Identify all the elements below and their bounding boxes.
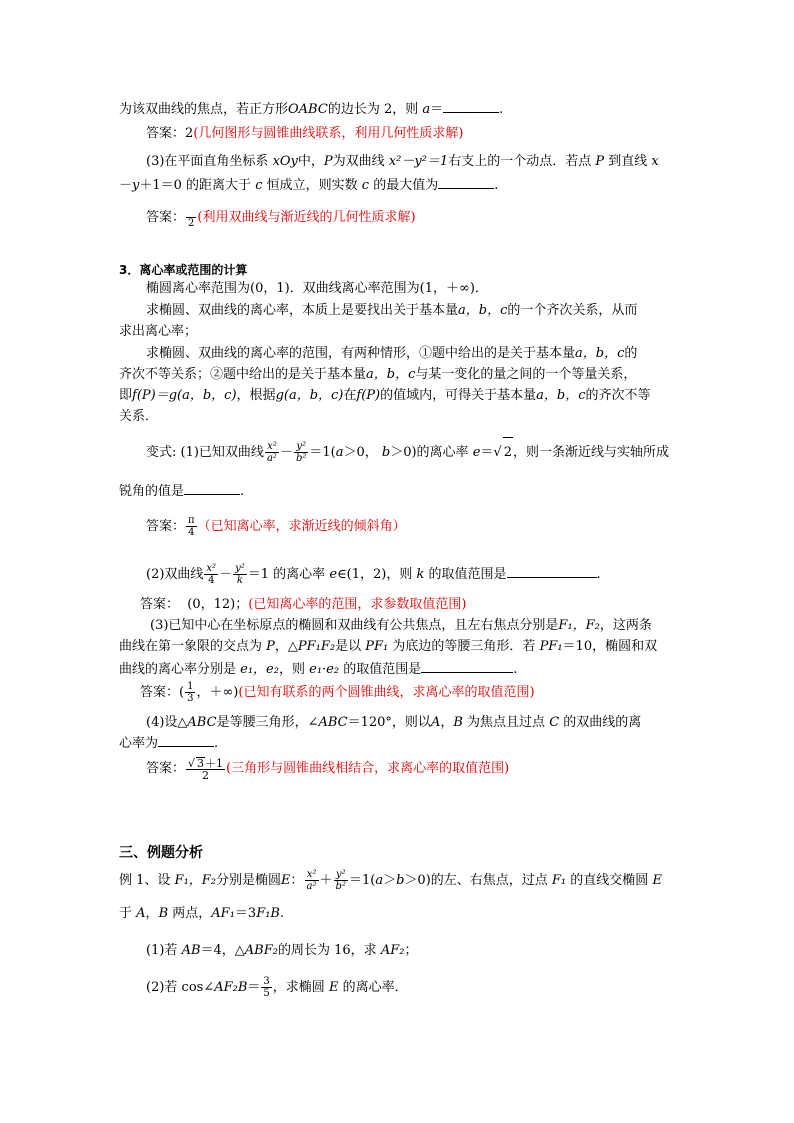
answer-blank — [421, 660, 513, 673]
math-var: a — [335, 445, 344, 460]
math-vars: F₁，F₂ — [174, 873, 217, 888]
text: ，△ — [274, 639, 298, 654]
text: 为底边的等腰三角形．若 — [392, 639, 536, 654]
text: ＞0， — [343, 445, 378, 460]
answer-note: (三角形与圆锥曲线相结合，求离心率的取值范围) — [226, 761, 510, 776]
math-var: a — [422, 102, 431, 117]
math-var: B — [453, 715, 463, 730]
text: ， — [440, 715, 454, 730]
fraction-numerator: y² — [334, 869, 348, 881]
text: 的取值范围是 — [428, 567, 507, 582]
fraction-numerator: 3 — [263, 976, 270, 987]
text: ＝10，椭圆和双 — [562, 639, 658, 654]
math-var: P — [595, 154, 605, 169]
sqrt-radicand: 3 — [197, 756, 205, 770]
math-expr: AF₁ — [211, 906, 235, 921]
text: ＞0)的离心率 — [390, 445, 469, 460]
math-vars: F₁，F₂ — [558, 618, 600, 633]
text: 的双曲线的离 — [563, 715, 642, 730]
text: . — [513, 662, 518, 677]
answer-blank — [443, 100, 499, 113]
example-1-question-2 — [146, 973, 408, 1003]
math-var: ABC — [187, 715, 217, 730]
section-3-p1: 椭圆离心率范围为(0，1)．双曲线离心率范围为(1，＋∞)． — [146, 281, 488, 296]
example-1-line-2 — [119, 906, 284, 922]
fraction-y2-b2 — [334, 869, 348, 892]
answer-fraction — [186, 515, 197, 538]
answer-fraction — [186, 757, 225, 781]
answer-label: 答案： — [146, 126, 186, 141]
math-var: xOy — [272, 154, 298, 169]
section-examples-title: 三、例题分析 — [119, 845, 203, 861]
math-var: AB — [181, 943, 201, 958]
answer-note: （已知离心率，求渐近线的倾斜角） — [197, 519, 406, 534]
text: ，＋∞) — [196, 685, 239, 700]
text: (3)在平面直角坐标系 — [146, 154, 269, 169]
math-vars: e₁，e₂ — [240, 662, 279, 677]
text: ，根据 — [236, 388, 276, 403]
fraction-numerator: 1 — [187, 681, 194, 692]
text: 的齐次不等 — [585, 388, 651, 403]
fraction-numerator: y² — [235, 563, 245, 574]
text: 两点， — [172, 906, 212, 921]
fraction-numerator: x² — [305, 869, 319, 881]
text: 的 — [624, 346, 638, 361]
text: ＋1＝0 的距离大于 — [139, 178, 252, 193]
text: 心率为 — [119, 736, 159, 751]
text: 到直线 — [608, 154, 648, 169]
text: 的离心率． — [342, 980, 408, 995]
math-var: F₁ — [551, 873, 567, 888]
text: (2)双曲线 — [146, 567, 204, 582]
math-expr: g(a，b，c) — [275, 388, 344, 403]
fraction-numerator: x² — [206, 563, 217, 574]
math-var: E — [281, 873, 291, 888]
text: 的值域内，可得关于基本量 — [380, 388, 537, 403]
text: 即 — [119, 388, 133, 403]
text: ＋ — [319, 873, 333, 888]
sqrt-sign: √ — [493, 445, 502, 460]
math-var: OABC — [288, 102, 328, 117]
math-expr: PF₁F₂ — [297, 639, 336, 654]
math-expr: f(P)＝g(a，b，c) — [132, 388, 237, 403]
text: ，则一条渐近线与实轴所成 — [513, 445, 670, 460]
fraction-denominator: a² — [306, 881, 317, 892]
text: ＝ — [480, 445, 494, 460]
math-expr: e₁·e₂ — [309, 662, 340, 677]
math-var: P — [266, 639, 275, 654]
fraction-x2-a2 — [265, 441, 279, 464]
answer-note: (几何图形与圆锥曲线联系，利用几何性质求解) — [193, 126, 464, 141]
math-vars: a，b，c — [575, 346, 625, 361]
fraction-denominator: k — [236, 575, 243, 586]
text: 求椭圆、双曲线的离心率，本质上是要找出关于基本量 — [146, 303, 459, 318]
math-var: B — [158, 906, 169, 921]
text: 分别是椭圆 — [216, 873, 282, 888]
text: 是以 — [335, 639, 362, 654]
text: － — [219, 567, 233, 582]
text: 的一个齐次关系，从而 — [507, 303, 638, 318]
answer-label: 答案： — [146, 210, 186, 225]
text: ， — [145, 906, 159, 921]
text: 的取值范围是 — [343, 662, 422, 677]
fraction-numerator: y² — [294, 441, 308, 453]
fraction-denominator: 5 — [263, 988, 270, 999]
answer-blank — [438, 176, 494, 189]
answer-label: 答案： — [146, 761, 186, 776]
answer-2 — [146, 206, 416, 229]
text: 变式: (1)已知双曲线 — [146, 445, 264, 460]
fraction-numerator — [186, 206, 196, 218]
text: . — [240, 484, 245, 499]
variant-3-line-1 — [150, 618, 652, 634]
example-1-line-1 — [119, 866, 662, 896]
question-3-line-2 — [119, 176, 498, 194]
text: (3)已知中心在坐标原点的椭圆和双曲线有公共焦点，且左右焦点分别是 — [150, 618, 559, 633]
answer-blank — [184, 482, 240, 495]
fraction-numerator: x² — [265, 441, 279, 453]
text: ： — [290, 873, 304, 888]
text: ＞0)的左、右焦点，过点 — [404, 873, 548, 888]
fraction-y2-k — [233, 563, 247, 586]
section-3-title: 3．离心率或范围的计算 — [119, 263, 248, 277]
fraction-denominator: 4 — [188, 527, 195, 538]
text: 右支上的一个动点．若点 — [448, 154, 592, 169]
fraction-y2-b2 — [294, 441, 308, 464]
answer-blank — [507, 565, 597, 578]
math-var: k — [416, 567, 425, 582]
fraction-denominator: 2 — [202, 768, 210, 782]
text: . — [214, 736, 219, 751]
math-expr: PF₁ — [365, 639, 389, 654]
math-expr: F₁B — [256, 906, 280, 921]
answer-note: (利用双曲线与渐近线的几何性质求解) — [197, 210, 416, 225]
variant-4-line-1 — [146, 715, 641, 731]
fraction-denominator: 4 — [208, 575, 215, 586]
section-3-p2-line-2: 求出离心率； — [119, 324, 198, 339]
answer-1 — [146, 126, 463, 142]
fraction-denominator: b² — [295, 453, 307, 464]
text: 的周长为 16，求 — [277, 943, 377, 958]
text: ＝1( — [309, 445, 336, 460]
text: ＞ — [383, 873, 397, 888]
text: (2)若 cos∠ — [146, 980, 215, 995]
answer-note: (已知有联系的两个圆锥曲线，求离心率的取值范围) — [238, 685, 535, 700]
math-var: c — [255, 178, 263, 193]
section-3-p3-line-4: 关系． — [119, 409, 159, 424]
text: 例 1、设 — [119, 873, 171, 888]
math-vars: a，b，c — [458, 303, 508, 318]
answer-fraction — [185, 681, 195, 704]
text: － — [119, 178, 133, 193]
math-var: E — [652, 873, 662, 888]
answer-label: 答案： — [140, 685, 180, 700]
fraction-denominator: b² — [335, 881, 346, 892]
text: ( — [179, 685, 185, 700]
text: ＝3 — [234, 906, 257, 921]
text: 恒成立，则实数 — [266, 178, 358, 193]
fraction-denominator: a² — [266, 453, 277, 464]
math-var: A — [430, 715, 441, 730]
text: 与某一变化的量之间的一个等量关系， — [415, 367, 637, 382]
answer-5 — [140, 678, 535, 708]
math-var: e — [472, 445, 481, 460]
text: 曲线在第一象限的交点为 — [119, 639, 263, 654]
text: － — [279, 445, 293, 460]
variant-1-line-1 — [146, 437, 669, 468]
sqrt-radicand: 2 — [503, 437, 513, 468]
text: ＝120°，则以 — [347, 715, 431, 730]
answer-value: (0，12)； — [187, 597, 249, 612]
example-1-question-1 — [146, 943, 417, 959]
math-var: E — [328, 980, 339, 995]
text: ＝4，△ — [200, 943, 245, 958]
text: . — [499, 102, 504, 117]
text: ，则 — [278, 662, 305, 677]
line-focus-square — [119, 100, 503, 118]
math-expr: f(P) — [356, 388, 381, 403]
answer-4 — [140, 597, 466, 613]
text: ＝ — [247, 980, 261, 995]
text: ，求椭圆 — [272, 980, 325, 995]
answer-note: (已知离心率的范围，求参数取值范围) — [248, 597, 467, 612]
fraction-denominator: 3 — [187, 693, 194, 704]
text: . — [279, 906, 285, 921]
question-3-line-1 — [146, 154, 659, 170]
math-expr: AF₂ — [380, 943, 405, 958]
text: 为焦点且过点 — [467, 715, 546, 730]
answer-6 — [146, 754, 509, 784]
math-var: e — [329, 567, 338, 582]
text: ； — [404, 943, 418, 958]
variant-1-line-2 — [119, 482, 244, 500]
section-3-p2-line-1 — [146, 303, 637, 319]
answer-label: 答案： — [140, 597, 180, 612]
math-var: x — [651, 154, 659, 169]
fraction-numerator: √ 3＋1 — [188, 756, 224, 770]
math-expr: x²－y²＝1 — [388, 154, 449, 169]
text: 的最大值为 — [373, 178, 439, 193]
section-3-p3-line-3 — [119, 388, 651, 404]
text: 是等腰三角形，∠ — [216, 715, 319, 730]
math-var: P — [323, 154, 333, 169]
math-var: c — [361, 178, 370, 193]
math-var: y — [132, 178, 140, 193]
fraction-3-5 — [261, 976, 271, 999]
text: 的直线交椭圆 — [570, 873, 649, 888]
text: ＝1 的离心率 — [247, 567, 326, 582]
answer-3 — [146, 512, 406, 542]
math-vars: a，b，c — [536, 388, 586, 403]
fraction-x2-a2 — [305, 869, 319, 892]
answer-blank — [158, 734, 214, 747]
text: ∈(1，2)，则 — [337, 567, 413, 582]
text: 为双曲线 — [332, 154, 385, 169]
math-vars: a，b，c — [366, 367, 416, 382]
text: 曲线的离心率分别是 — [119, 662, 237, 677]
text: 在 — [343, 388, 357, 403]
math-var: A — [136, 906, 146, 921]
text: (4)设△ — [146, 715, 188, 730]
math-var: ABC — [318, 715, 348, 730]
variant-3-line-3 — [119, 660, 517, 678]
text: 锐角的值是 — [119, 484, 185, 499]
section-3-p3-line-2 — [119, 367, 636, 383]
math-var: b — [396, 873, 405, 888]
answer-label: 答案： — [146, 519, 186, 534]
text: 于 — [119, 906, 133, 921]
variant-4-line-2 — [119, 734, 218, 752]
answer-fraction — [186, 206, 196, 229]
text: ＋1 — [205, 756, 224, 770]
math-var: C — [549, 715, 560, 730]
math-expr: PF₁ — [539, 639, 563, 654]
fraction-numerator: π — [188, 515, 195, 526]
section-3-p3-line-1 — [146, 346, 637, 362]
text: 的边长为 2，则 — [327, 102, 419, 117]
text: 齐次不等关系；②题中给出的是关于基本量 — [119, 367, 367, 382]
math-var: a — [375, 873, 384, 888]
text: 为该双曲线的焦点，若正方形 — [119, 102, 289, 117]
text: ＝ — [430, 102, 444, 117]
fraction-denominator: 2 — [188, 218, 195, 229]
variant-2-line — [146, 560, 601, 590]
text: 中， — [297, 154, 324, 169]
text: 求椭圆、双曲线的离心率的范围，有两种情形，①题中给出的是关于基本量 — [146, 346, 576, 361]
text: (1)若 — [146, 943, 178, 958]
text: ，这两条 — [599, 618, 652, 633]
text: ＝1( — [348, 873, 376, 888]
math-expr: ABF₂ — [244, 943, 278, 958]
text: . — [494, 178, 499, 193]
variant-3-line-2 — [119, 639, 657, 655]
math-expr: AF₂B — [214, 980, 248, 995]
fraction-x2-4 — [204, 563, 218, 586]
text: . — [596, 567, 601, 582]
math-var: b — [381, 445, 391, 460]
answer-value: 2 — [185, 126, 194, 141]
